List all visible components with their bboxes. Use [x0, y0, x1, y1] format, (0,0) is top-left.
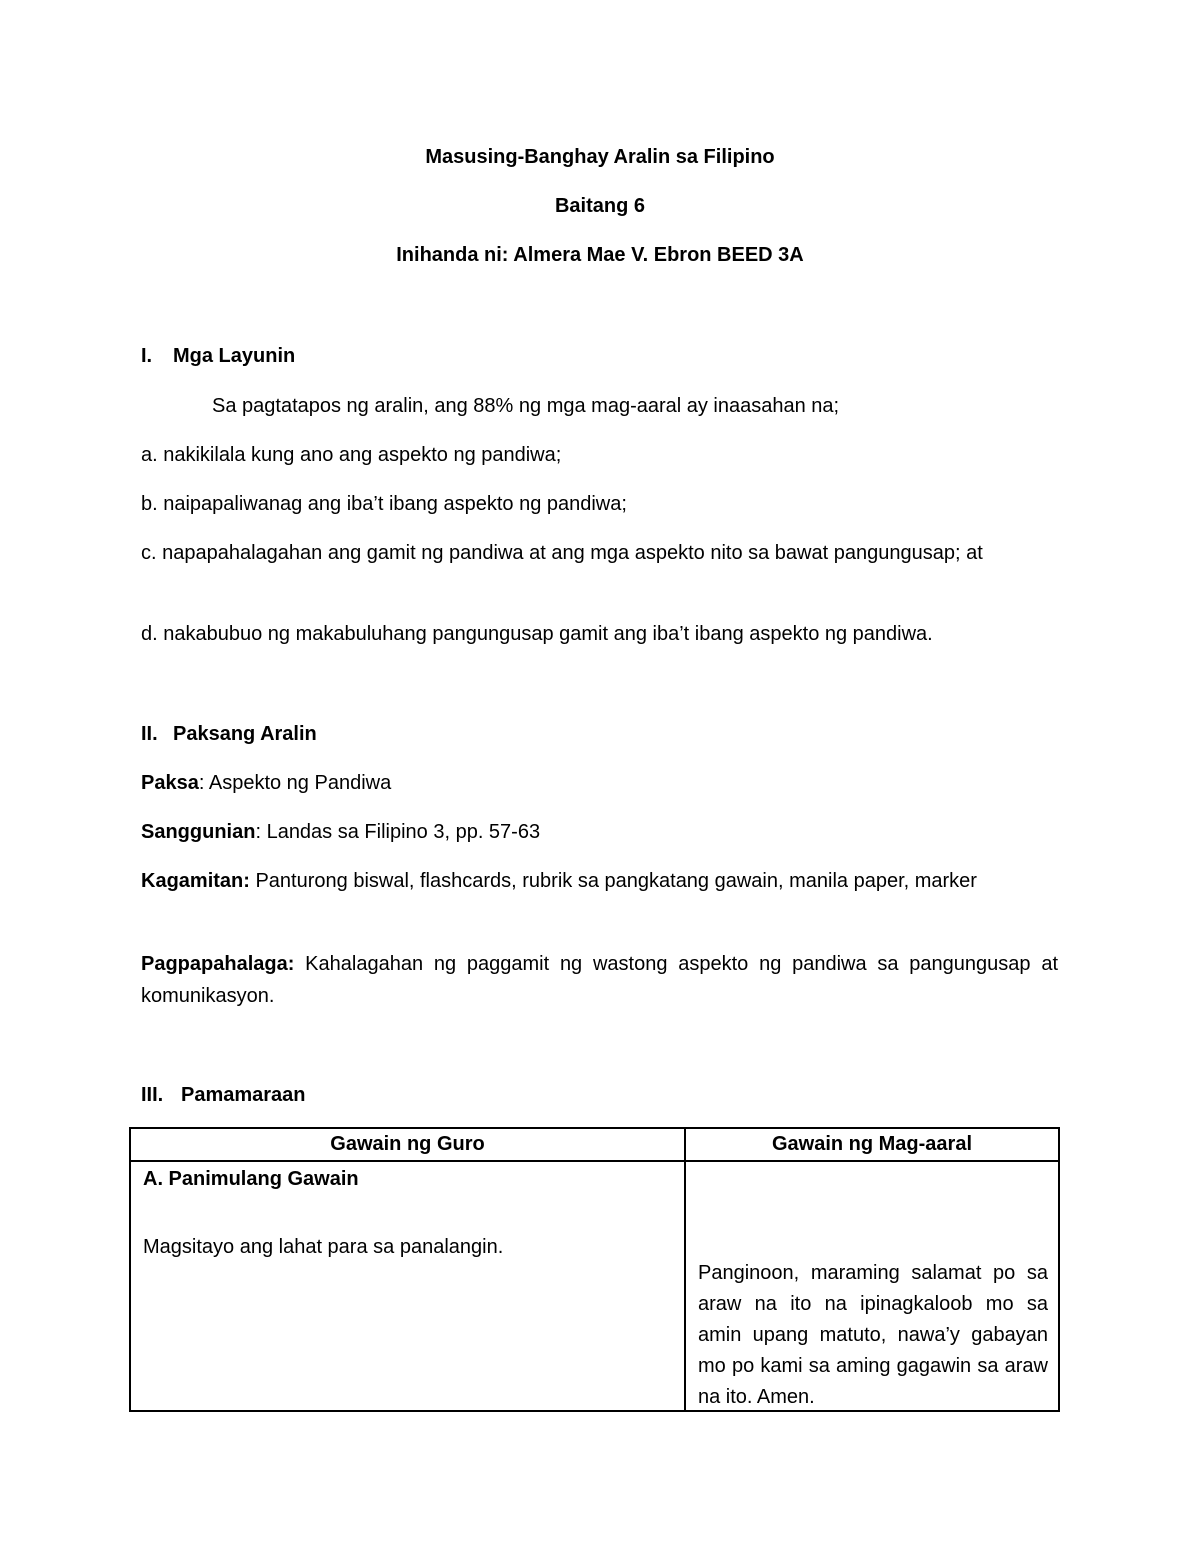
kagamitan-value: Panturong biswal, flashcards, rubrik sa pangkatang gawain, manila paper, marker	[249, 870, 977, 892]
sanggunian-line	[141, 816, 1058, 848]
section-2-number: II.	[141, 723, 158, 745]
pagpapahalaga-label: Pagpapahalaga:	[141, 953, 295, 975]
section-3-title: Pamamaraan	[181, 1084, 306, 1106]
section-2-heading	[141, 718, 1058, 750]
table-row	[130, 1161, 1059, 1411]
paksa-line	[141, 767, 1058, 799]
paksa-value: : Aspekto ng Pandiwa	[198, 772, 392, 794]
student-activity-cell	[685, 1161, 1059, 1411]
objective-c: c. napapahalagahan ang gamit ng pandiwa at ang mga aspekto nito sa bawat pangungusap; at	[141, 542, 983, 564]
student-column-header: Gawain ng Mag-aaral	[685, 1128, 1059, 1161]
objective-b: b. naipapaliwanag ang iba’t ibang aspekto ng pandiwa;	[141, 493, 627, 515]
objective-d: d. nakabubuo ng makabuluhang pangungusap gamit ang iba’t ibang aspekto ng pandiwa.	[141, 623, 933, 645]
teacher-column-header: Gawain ng Guro	[130, 1128, 685, 1161]
paksa-label: Paksa	[141, 772, 199, 794]
teacher-activity-cell	[130, 1161, 685, 1411]
student-prayer: Panginoon, maraming salamat po sa araw na ito na ipinagkaloob mo sa amin upang matuto, nawa’y gabayan mo po kami sa aming gagawin sa araw na ito. Amen.	[698, 1262, 1048, 1408]
section-3-number: III.	[141, 1084, 164, 1106]
section-2-title: Paksang Aralin	[173, 723, 317, 745]
objectives-intro: Sa pagtatapos ng aralin, ang 88% ng mga mag-aaral ay inaasahan na;	[212, 395, 840, 417]
section-1-heading	[141, 340, 1058, 372]
prepared-by: Inihanda ni: Almera Mae V. Ebron BEED 3A	[396, 244, 804, 266]
objective-a: a. nakikilala kung ano ang aspekto ng pandiwa;	[141, 444, 562, 466]
lesson-procedure-table	[129, 1127, 1060, 1412]
pagpapahalaga-line	[141, 948, 1058, 1012]
activity-heading: A. Panimulang Gawain	[143, 1168, 359, 1190]
section-1-number: I.	[141, 345, 153, 367]
section-1-title: Mga Layunin	[173, 345, 296, 367]
pagpapahalaga-value: Kahalagahan ng paggamit ng wastong aspekto ng pandiwa sa pangungusap at komunikasyon.	[141, 953, 1058, 1007]
table-header-row	[130, 1128, 1059, 1161]
page-title: Masusing-Banghay Aralin sa Filipino	[425, 146, 775, 168]
kagamitan-line	[141, 865, 1058, 897]
sanggunian-value: : Landas sa Filipino 3, pp. 57-63	[255, 821, 541, 843]
kagamitan-label: Kagamitan:	[141, 870, 250, 892]
sanggunian-label: Sanggunian	[141, 821, 256, 843]
teacher-instruction: Magsitayo ang lahat para sa panalangin.	[143, 1236, 504, 1258]
grade-level: Baitang 6	[554, 195, 646, 217]
section-3-heading	[141, 1079, 1058, 1111]
